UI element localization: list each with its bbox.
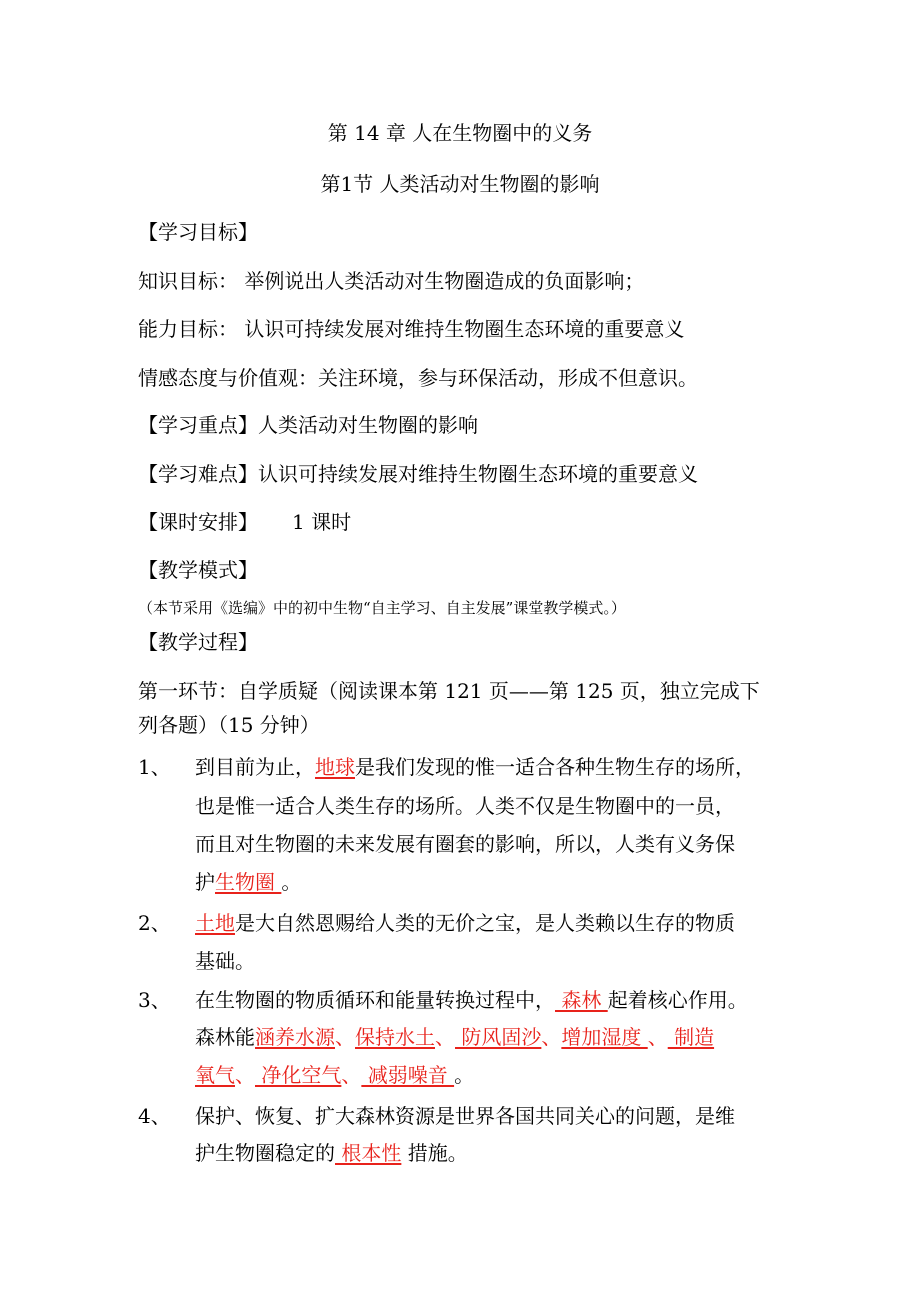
schedule [138, 507, 351, 537]
answer-blank: 土地 [195, 911, 235, 935]
answer-blank: 森林 [555, 988, 608, 1012]
answer-blank: 地球 [315, 755, 355, 779]
goals-heading: 【学习目标】 [138, 220, 258, 244]
answer-blank: 涵养水源 [255, 1025, 335, 1049]
answer-blank: 减弱噪音 [361, 1063, 455, 1087]
ability-goal: 能力目标： 认识可持续发展对维持生物圈生态环境的重要意义 [138, 317, 685, 341]
difficulty: 【学习难点】认识可持续发展对维持生物圈生态环境的重要意义 [138, 462, 698, 486]
answer-blank: 保持水土 [355, 1025, 435, 1049]
item3-line2: 森林能涵养水源、保持水土、 防风固沙、增加湿度 、 制造 [195, 1025, 715, 1049]
item2-line2: 基础。 [195, 949, 255, 973]
schedule-value: 1 课时 [292, 510, 352, 534]
item1-line2: 也是惟一适合人类生存的场所。人类不仅是生物圈中的一员， [195, 794, 735, 818]
answer-blank: 氧气 [195, 1063, 235, 1087]
item-number: 3、 [138, 988, 171, 1012]
mode-note: （本节采用《选编》中的初中生物“自主学习、自主发展”课堂教学模式。） [138, 599, 626, 617]
item-number: 2、 [138, 911, 171, 935]
section-title: 第1节 人类活动对生物圈的影响 [320, 172, 600, 196]
key-point: 【学习重点】人类活动对生物圈的影响 [138, 413, 478, 437]
step1-line1: 第一环节：自学质疑（阅读课本第 121 页——第 125 页，独立完成下 [138, 679, 760, 703]
answer-blank: 根本性 [335, 1141, 402, 1165]
item1-line3: 而且对生物圈的未来发展有圈套的影响，所以，人类有义务保 [195, 832, 735, 856]
item3-line3: 氧气、 净化空气、 减弱噪音 。 [195, 1063, 475, 1087]
schedule-label: 【课时安排】 [138, 510, 258, 534]
chapter-title: 第 14 章 人在生物圈中的义务 [327, 121, 593, 145]
answer-blank: 净化空气 [255, 1063, 342, 1087]
answer-blank: 增加湿度 [561, 1025, 648, 1049]
item4-line2: 护生物圈稳定的 根本性 措施。 [195, 1141, 468, 1165]
process-heading: 【教学过程】 [138, 630, 258, 654]
item1-line4: 护生物圈 。 [195, 870, 302, 894]
answer-blank: 制造 [667, 1025, 715, 1049]
step1-line2: 列各题）（15 分钟） [138, 713, 320, 737]
knowledge-goal: 知识目标： 举例说出人类活动对生物圈造成的负面影响； [138, 269, 645, 293]
item4-line1: 保护、恢复、扩大森林资源是世界各国共同关心的问题，是维 [195, 1104, 735, 1128]
item3-line1: 在生物圈的物质循环和能量转换过程中， 森林 起着核心作用。 [195, 988, 748, 1012]
item1-line1: 到目前为止，地球是我们发现的惟一适合各种生物生存的场所， [195, 755, 755, 779]
answer-blank: 生物圈 [215, 870, 282, 894]
item-number: 4、 [138, 1104, 171, 1128]
answer-blank: 防风固沙 [455, 1025, 542, 1049]
emotion-goal: 情感态度与价值观：关注环境，参与环保活动，形成不但意识。 [138, 366, 698, 390]
mode-heading: 【教学模式】 [138, 558, 258, 582]
item-number: 1、 [138, 755, 171, 779]
item2-line1: 土地是大自然恩赐给人类的无价之宝，是人类赖以生存的物质 [195, 911, 735, 935]
